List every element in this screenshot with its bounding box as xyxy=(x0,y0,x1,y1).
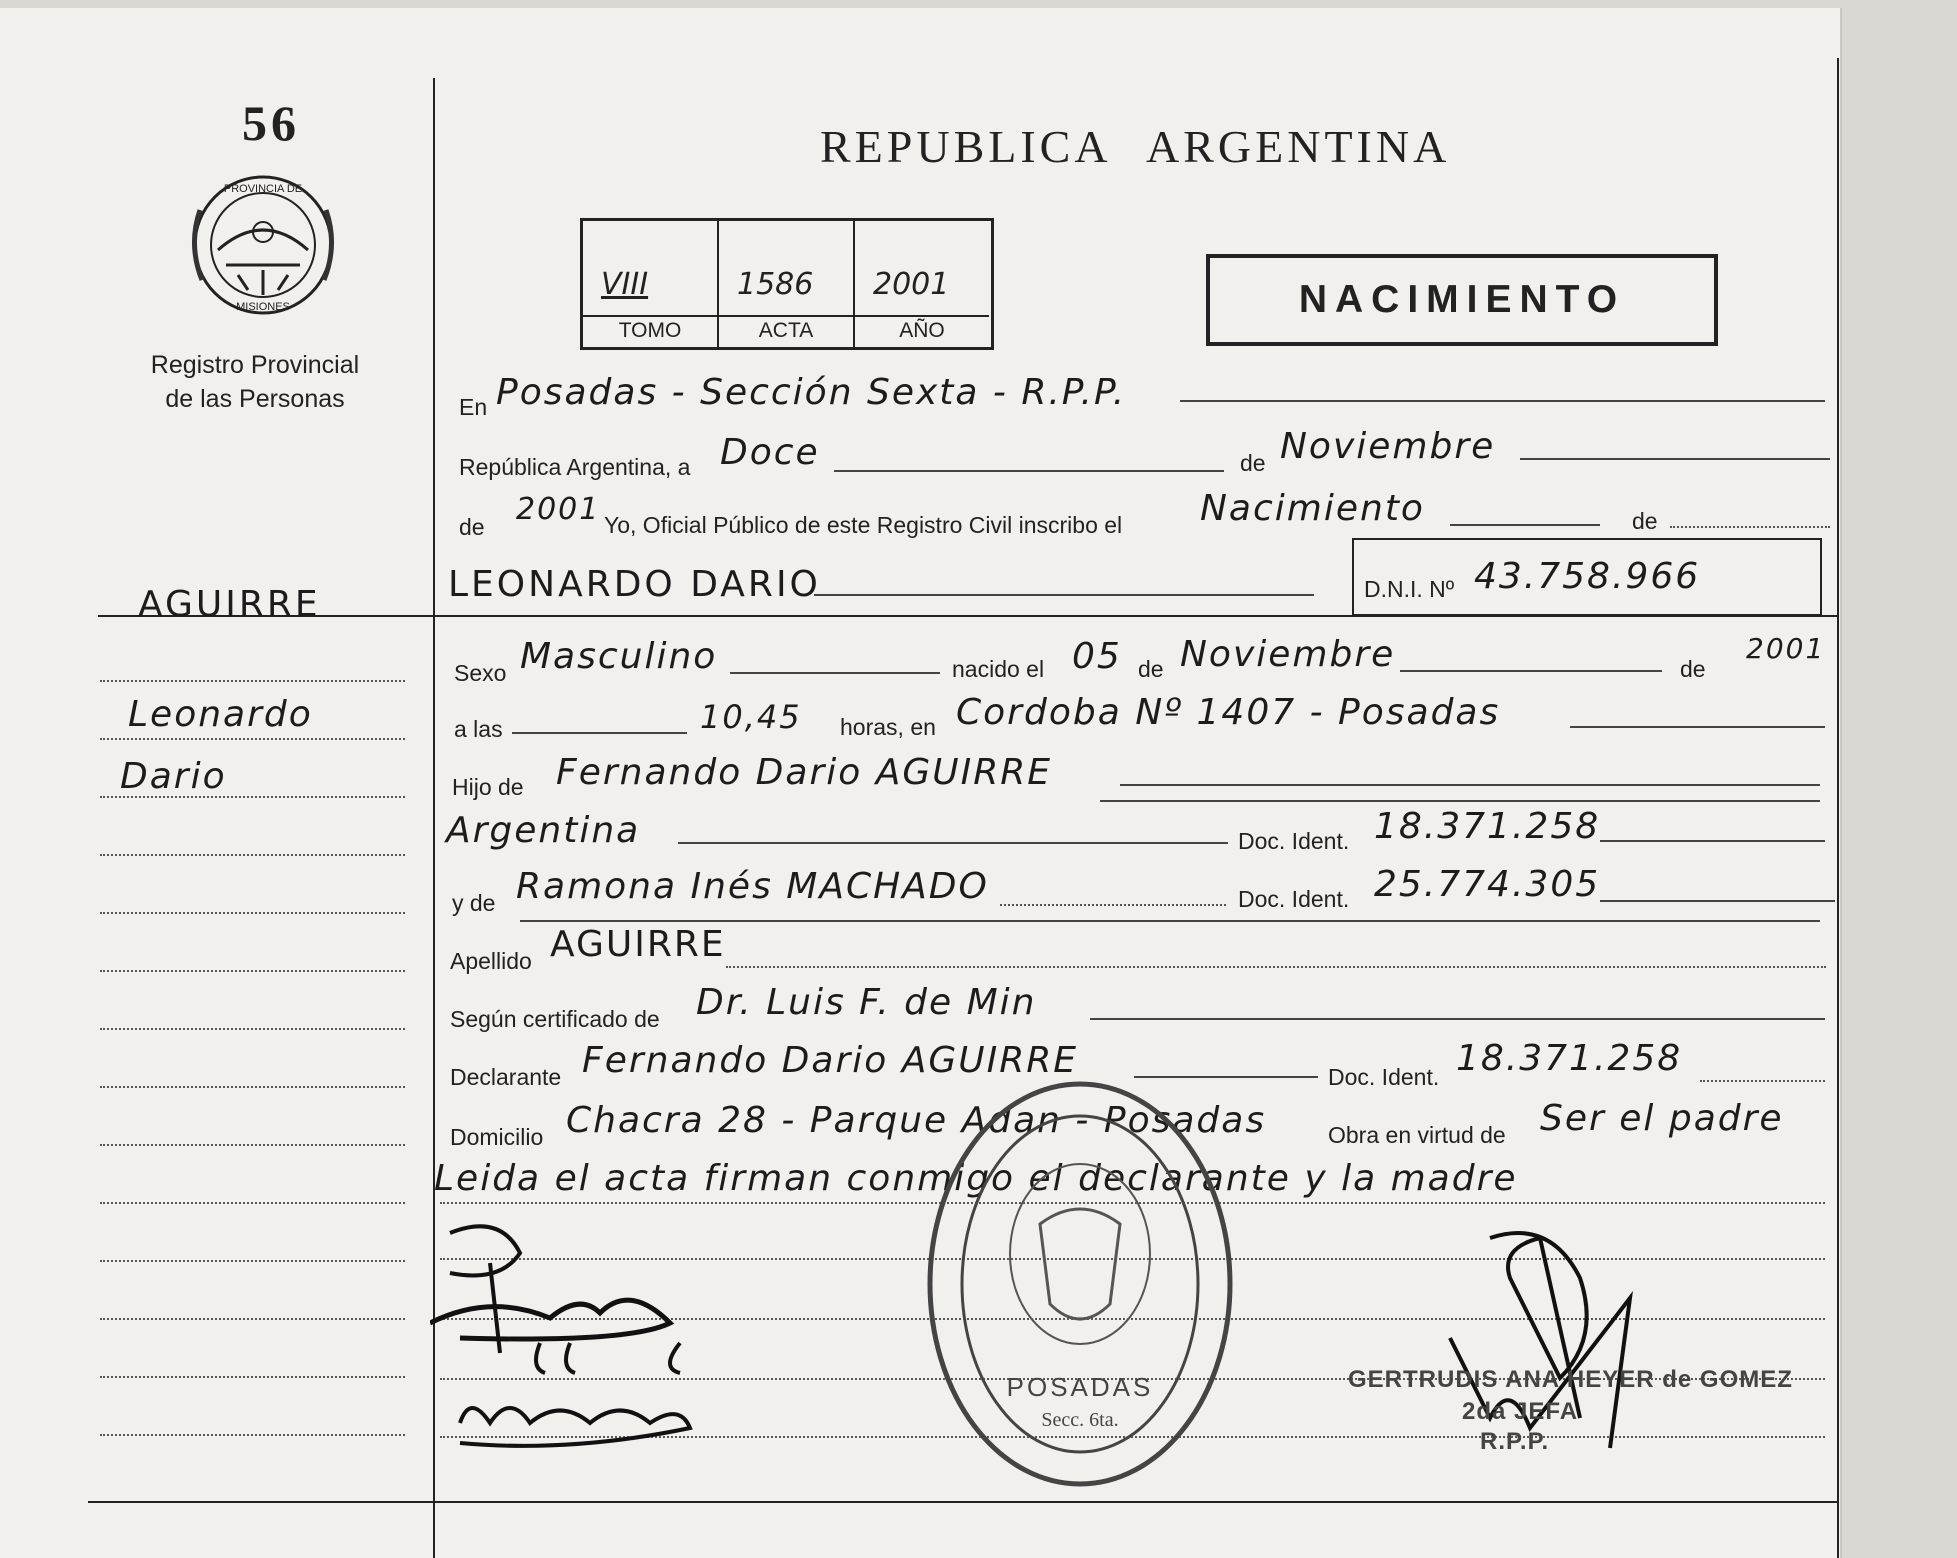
svg-text:PROVINCIA DE: PROVINCIA DE xyxy=(223,183,303,195)
margin-line xyxy=(100,1318,405,1320)
fill-line xyxy=(1600,900,1835,902)
reading-note-value: Leida el acta firman conmigo el declarante y la madre xyxy=(434,1158,1518,1199)
svg-text:POSADAS: POSADAS xyxy=(1006,1372,1154,1402)
right-border xyxy=(1837,58,1839,1558)
label-doc-ident: Doc. Ident. xyxy=(1238,828,1350,854)
margin-line xyxy=(100,796,405,798)
fill-line xyxy=(1120,784,1820,786)
label-de-end: de xyxy=(1632,508,1658,534)
bottom-divider xyxy=(88,1501,1838,1503)
label-a-las: a las xyxy=(454,716,503,742)
child-name-value: LEONARDO DARIO xyxy=(448,564,821,605)
fill-line xyxy=(1180,400,1825,402)
margin-surname: AGUIRRE xyxy=(138,584,321,625)
margin-line xyxy=(100,970,405,972)
label-de-mes: de xyxy=(1138,656,1164,682)
fill-line xyxy=(1450,524,1600,526)
label-apellido: Apellido xyxy=(450,948,532,974)
svg-text:MISIONES: MISIONES xyxy=(236,301,290,313)
label-doc-ident-2: Doc. Ident. xyxy=(1238,886,1350,912)
label-domicilio: Domicilio xyxy=(450,1124,544,1150)
fill-line xyxy=(1520,458,1830,460)
registry-seal-icon xyxy=(920,1074,1240,1494)
mother-value: Ramona Inés MACHADO xyxy=(516,866,989,907)
act-type-value: Nacimiento xyxy=(1200,488,1425,529)
registry-name-line1: Registro Provincial xyxy=(150,351,360,379)
fill-line xyxy=(1090,1018,1825,1020)
dni-value: 43.758.966 xyxy=(1474,556,1701,597)
certificate-value: Dr. Luis F. de Min xyxy=(696,982,1037,1023)
declarant-doc-value: 18.371.258 xyxy=(1456,1038,1683,1079)
father-doc-value: 18.371.258 xyxy=(1374,806,1601,847)
registry-name xyxy=(120,348,390,416)
underline-rule xyxy=(520,920,1820,922)
label-de: de xyxy=(1240,450,1266,476)
record-type-box: NACIMIENTO xyxy=(1206,254,1718,346)
dni-box xyxy=(1352,538,1822,616)
margin-given-name-2: Dario xyxy=(120,756,227,797)
label-sexo: Sexo xyxy=(454,660,507,686)
declarant-signatures-icon xyxy=(430,1223,710,1483)
fill-line xyxy=(1000,904,1226,906)
label-y-de: y de xyxy=(452,890,496,916)
margin-line xyxy=(100,912,405,914)
label-de-19: de xyxy=(459,514,485,540)
mother-doc-value: 25.774.305 xyxy=(1374,864,1601,905)
tomo-label: TOMO xyxy=(583,315,717,343)
label-en: En xyxy=(459,394,488,420)
tomo-value: VIII xyxy=(601,267,649,302)
birth-day-value: 05 xyxy=(1072,636,1122,677)
declarant-value: Fernando Dario AGUIRRE xyxy=(582,1040,1078,1081)
place-value: Posadas - Sección Sexta - R.P.P. xyxy=(496,372,1127,413)
province-crest-icon xyxy=(188,170,338,320)
nationality-value: Argentina xyxy=(446,810,641,851)
svg-text:Secc. 6ta.: Secc. 6ta. xyxy=(1041,1409,1119,1431)
margin-line xyxy=(100,1376,405,1378)
label-nacido-el: nacido el xyxy=(952,656,1045,682)
margin-line xyxy=(100,854,405,856)
fill-line xyxy=(1700,1080,1825,1082)
official-office: R.P.P. xyxy=(1480,1428,1550,1455)
father-value: Fernando Dario AGUIRRE xyxy=(556,752,1052,793)
record-reference-table xyxy=(580,218,994,350)
label-obra: Obra en virtud de xyxy=(1328,1122,1506,1148)
month-value: Noviembre xyxy=(1280,426,1496,467)
sex-value: Masculino xyxy=(520,636,718,677)
margin-line xyxy=(100,1028,405,1030)
registry-name-line2: de las Personas xyxy=(165,385,345,413)
margin-line xyxy=(100,1260,405,1262)
year-value: 2001 xyxy=(516,492,601,527)
acta-cell xyxy=(719,221,855,347)
margin-line xyxy=(100,1144,405,1146)
ano-label: AÑO xyxy=(855,315,989,343)
label-de-ano: de xyxy=(1680,656,1706,682)
margin-line xyxy=(100,1434,405,1436)
acta-label: ACTA xyxy=(719,315,853,343)
fill-line xyxy=(1670,526,1830,528)
page-number: 56 xyxy=(242,95,300,151)
margin-line xyxy=(100,680,405,682)
tomo-cell xyxy=(583,221,719,347)
acta-value: 1586 xyxy=(737,267,814,302)
margin-line xyxy=(100,738,405,740)
margin-given-name-1: Leonardo xyxy=(128,694,313,735)
margin-line xyxy=(100,1202,405,1204)
label-horas-en: horas, en xyxy=(840,714,936,740)
label-declarante: Declarante xyxy=(450,1064,562,1090)
official-title: 2da JEFA xyxy=(1462,1398,1579,1425)
fill-line xyxy=(726,966,1826,968)
fill-line xyxy=(814,594,1314,596)
official-name: GERTRUDIS ANA HEYER de GOMEZ xyxy=(1348,1366,1793,1393)
label-dni: D.N.I. Nº xyxy=(1364,576,1455,602)
fill-line xyxy=(678,842,1228,844)
certificate-sheet xyxy=(0,8,1840,1558)
fill-line xyxy=(1600,840,1825,842)
label-yo-oficial: Yo, Oficial Público de este Registro Civil inscribo el xyxy=(604,512,1123,538)
birth-year-value: 2001 xyxy=(1746,632,1826,665)
fill-line xyxy=(512,732,687,734)
margin-line xyxy=(100,1086,405,1088)
address-value: Chacra 28 - Parque Adan - Posadas xyxy=(566,1100,1267,1141)
fill-line xyxy=(834,470,1224,472)
birth-month-value: Noviembre xyxy=(1180,634,1396,675)
fill-line xyxy=(1400,670,1662,672)
ano-cell xyxy=(855,221,989,347)
fill-line xyxy=(730,672,940,674)
day-value: Doce xyxy=(720,432,820,473)
label-republica: República Argentina, a xyxy=(459,454,691,480)
label-segun: Según certificado de xyxy=(450,1006,660,1032)
label-hijo-de: Hijo de xyxy=(452,774,524,800)
fill-line xyxy=(1570,726,1825,728)
label-doc-ident-3: Doc. Ident. xyxy=(1328,1064,1440,1090)
reason-value: Ser el padre xyxy=(1540,1098,1784,1139)
ano-value: 2001 xyxy=(873,267,950,302)
fill-line xyxy=(1100,800,1820,802)
country-title: REPUBLICA ARGENTINA xyxy=(820,121,1451,172)
hour-value: 10,45 xyxy=(700,698,802,736)
surname-value: AGUIRRE xyxy=(550,924,726,965)
birth-place-value: Cordoba Nº 1407 - Posadas xyxy=(956,692,1501,733)
